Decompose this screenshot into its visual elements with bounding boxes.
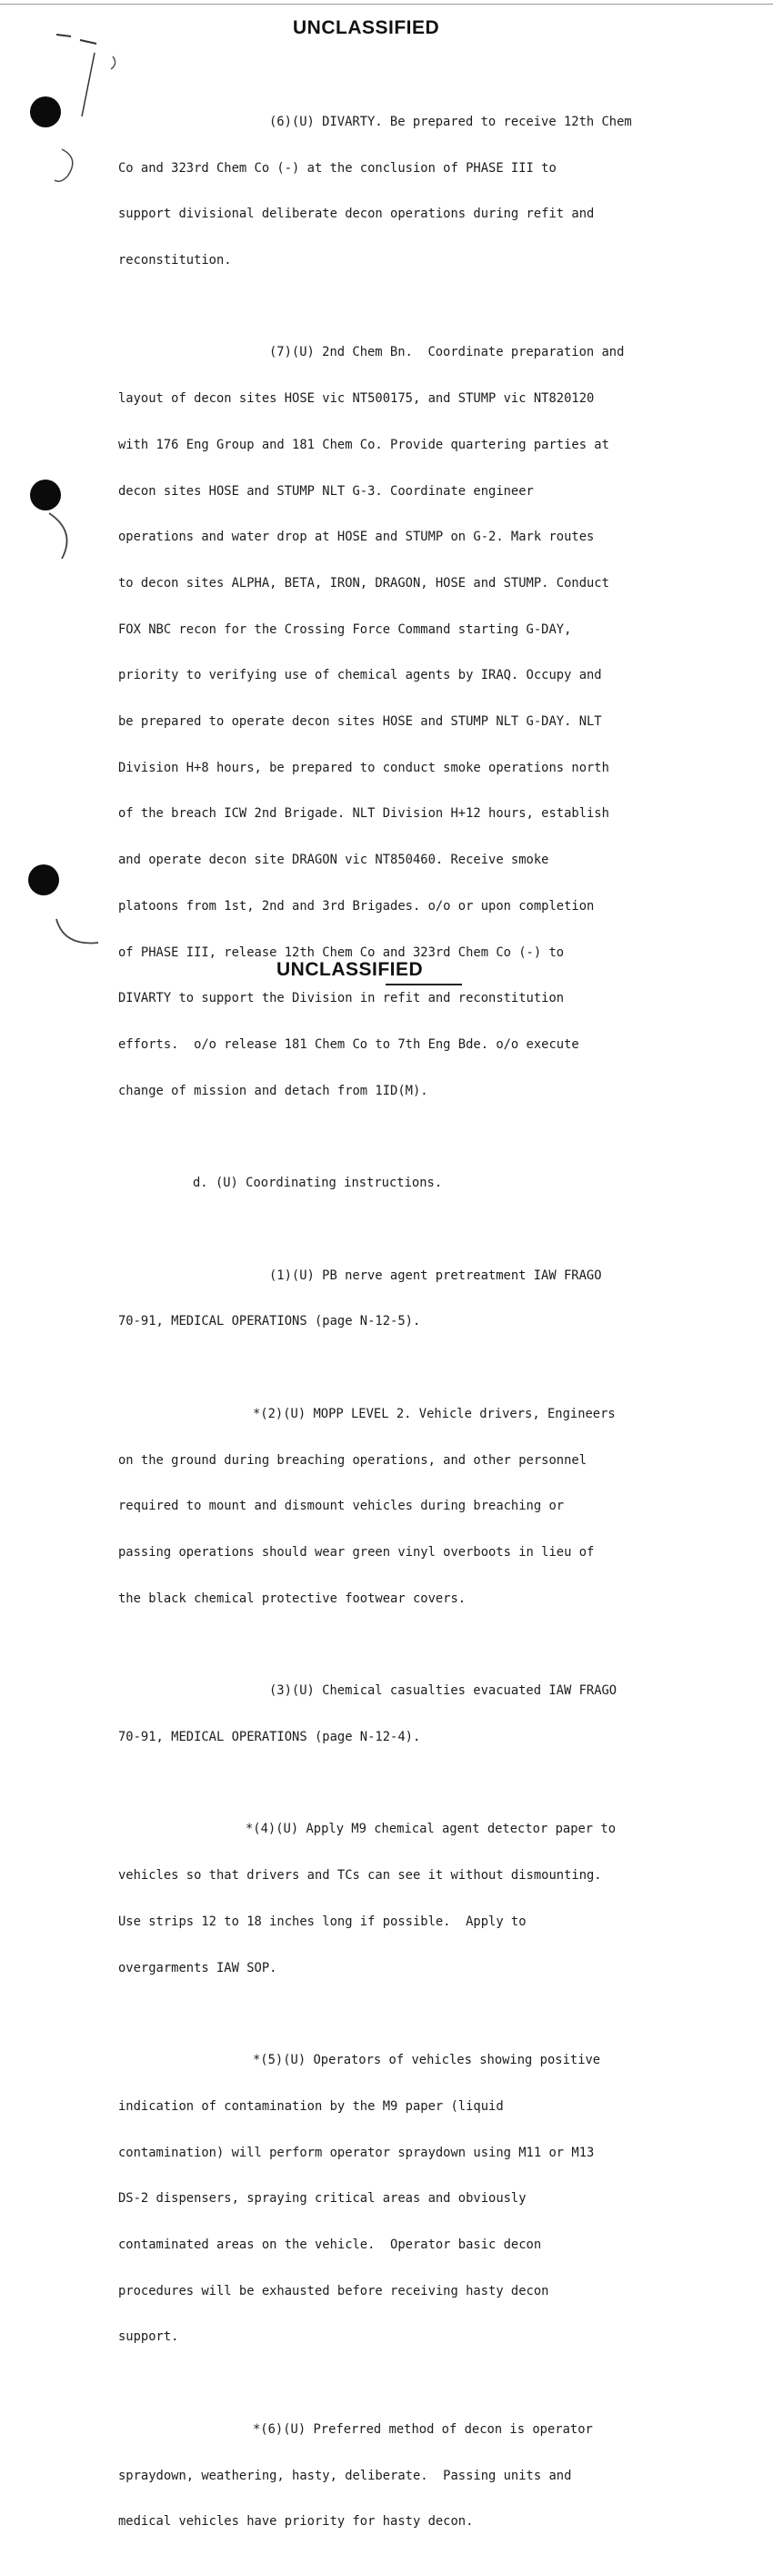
paragraph-marker: (6)(U) bbox=[269, 114, 315, 129]
margin-arc-bottom-icon bbox=[53, 901, 107, 955]
instruction-6: *(6)(U) Preferred method of decon is operator spraydown, weathering, hasty, deliberate. Passing units and medical vehicles have priority for hasty decon. bbox=[118, 2421, 593, 2530]
paragraph-marker: *(5)(U) bbox=[253, 2053, 306, 2068]
paragraph-marker: *(6)(U) bbox=[253, 2421, 306, 2437]
instruction-5: *(5)(U) Operators of vehicles showing positive indication of contamination by the M9 paper (liquid contamination) will perform operator spraydown using M11 or M13 DS-2 dispensers, spraying critical areas and obviously contaminated areas on the vehicle. Operator basic decon procedures will be exhausted before receiving hasty decon support. bbox=[118, 2053, 601, 2345]
classification-marking-bottom: UNCLASSIFIED bbox=[276, 959, 424, 980]
paragraph-divarty: (6)(U) DIVARTY. Be prepared to receive 12th Chem Co and 323rd Chem Co (-) at the conclusion of PHASE III to support divisional deliberate decon operations during refit and reconstitution. bbox=[118, 114, 632, 268]
section-heading: (U) Coordinating instructions. bbox=[215, 1176, 443, 1191]
paragraph-marker: *(2)(U) bbox=[253, 1406, 306, 1421]
margin-arc-icon bbox=[45, 510, 82, 564]
punch-hole-middle bbox=[30, 480, 61, 510]
instruction-3: (3)(U) Chemical casualties evacuated IAW FRAGO 70-91, MEDICAL OPERATIONS (page N-12-4). bbox=[118, 1683, 617, 1744]
instruction-4: *(4)(U) Apply M9 chemical agent detector paper to vehicles so that drivers and TCs can see it without dismounting. Use strips 12 to 18 inches long if possible. Apply to overgarments IAW SOP. bbox=[118, 1822, 617, 1975]
paragraph-marker: (3)(U) bbox=[269, 1683, 315, 1699]
document-body bbox=[118, 84, 737, 2576]
paragraph-marker: (7)(U) bbox=[269, 345, 315, 360]
marking-underline bbox=[386, 984, 462, 985]
paragraph-marker: *(4)(U) bbox=[246, 1822, 299, 1837]
paragraph-marker: (1)(U) bbox=[269, 1268, 315, 1283]
classification-marking-top: UNCLASSIFIED bbox=[293, 17, 440, 38]
scan-edge-line bbox=[0, 4, 773, 5]
punch-hole-bottom bbox=[28, 864, 59, 895]
margin-scribble-icon bbox=[55, 33, 127, 224]
paragraph-2nd-chem-bn: (7)(U) 2nd Chem Bn. Coordinate preparation and layout of decon sites HOSE vic NT500175, and STUMP vic NT820120 with 176 Eng Group and 181 Chem Co. Provide quartering parties at decon sites HOSE and STUMP NLT G-3. Coordinate engineer operations and water drop at HOSE and STUMP on G-2. Mark routes to decon sites ALPHA, BETA, IRON, DRAGON, HOSE and STUMP. Conduct FOX NBC recon for the Crossing Force Command starting G-DAY, priority to verifying use of chemical agents by IRAQ. Occupy and be prepared to operate decon sites HOSE and STUMP NLT G-DAY. NLT Division H+8 hours, be prepared to conduct smoke operations north of the breach ICW 2nd Brigade. NLT Division H+12 hours, establish and operate decon site DRAGON vic NT850460. Receive smoke platoons from 1st, 2nd and 3rd Brigades. o/o or upon completion of PHASE III, release 12th Chem Co and 323rd Chem Co (-) to DIVARTY to support the Division in refit and reconstitution efforts. o/o release 181 Chem Co to 7th Eng Bde. o/o execute change of mission and detach from 1ID(M). bbox=[118, 345, 625, 1098]
instruction-2: *(2)(U) MOPP LEVEL 2. Vehicle drivers, Engineers on the ground during breaching operations, and other personnel required to mount and dismount vehicles during breaching or passing operations should wear green vinyl overboots in lieu of the black chemical protective footwear covers. bbox=[118, 1406, 616, 1606]
section-coordinating-instructions bbox=[118, 1145, 737, 1222]
instruction-1: (1)(U) PB nerve agent pretreatment IAW FRAGO 70-91, MEDICAL OPERATIONS (page N-12-5). bbox=[118, 1268, 602, 1329]
section-marker: d. bbox=[193, 1176, 208, 1191]
